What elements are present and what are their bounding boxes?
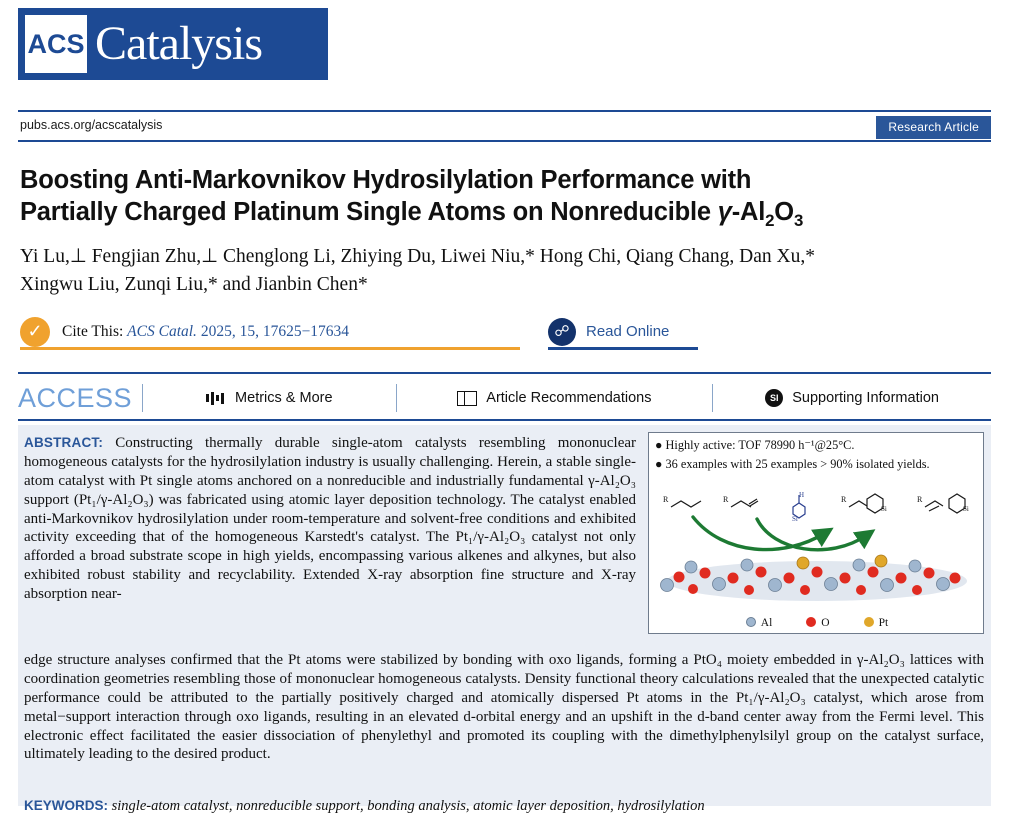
- title-line-2-c: O: [774, 197, 794, 226]
- toc-bullet-2: ● 36 examples with 25 examples > 90% isolated yields.: [655, 456, 930, 471]
- legend-dot-pt: [864, 617, 874, 627]
- legend-label-al: Al: [760, 617, 773, 629]
- article-recommendations-button[interactable]: [457, 390, 651, 406]
- page-title: [20, 165, 988, 231]
- author-line-1: Yi Lu,⊥ Fengjian Zhu,⊥ Chenglong Li, Zhiying Du, Liwei Niu,* Hong Chi, Qiang Chang, Dan Xu,*: [20, 246, 815, 267]
- author-line-2: Xingwu Liu, Zunqi Liu,* and Jianbin Chen*: [20, 274, 368, 296]
- legend-dot-o: [806, 617, 816, 627]
- svg-text:R: R: [663, 495, 669, 504]
- abstract-column-text: [24, 434, 636, 604]
- cite-journal-abbrev: ACS Catal.: [127, 322, 197, 340]
- header-rule-top: [18, 110, 991, 112]
- journal-url[interactable]: pubs.acs.org/acscatalysis: [20, 118, 163, 132]
- read-online-button[interactable]: [548, 316, 698, 350]
- toc-graphic: [648, 432, 984, 634]
- cite-row: [20, 316, 988, 356]
- abstract-full-width-text: edge structure analyses confirmed that the Pt atoms were stabilized by bonding with oxo ligands, forming a PtO₄ moiety embedded in γ-Al₂O₃ lattices with coordination geometries resembling those of mononuclear homogeneous catalysts. Density functional theory calculations revealed that the unexpected catalytic performance could be attributed to the partially positively charged and atomically dispersed Pt atoms in the Pt₁/γ-Al₂O₃ catalyst, which arose from metal−support interaction through oxo ligands, resulting in an elevated d-orbital energy and an upshift in the d-band center away from the Fermi level. This electronic effect facilitated the easier dissociation of phenylethyl and promoted its coupling with the dimethylphenylsilyl group on the catalyst surface, ultimately leading to the desired product.: [24, 652, 984, 763]
- keywords-row: [24, 798, 984, 815]
- metrics-and-more-button[interactable]: [206, 390, 333, 406]
- cite-text: [62, 323, 349, 341]
- read-online-icon: ☍: [548, 318, 576, 346]
- toc-legend: [649, 617, 984, 629]
- title-line-2-b: -Al: [731, 197, 766, 226]
- toc-bullet-2-text: 36 examples with 25 examples > 90% isolated yields.: [665, 456, 930, 471]
- title-gamma: γ: [717, 197, 732, 226]
- title-line-1: Boosting Anti-Markovnikov Hydrosilylation Performance with: [20, 166, 752, 194]
- legend-label-o: O: [821, 617, 830, 629]
- journal-masthead: [18, 8, 328, 80]
- access-rule-top: [18, 372, 991, 374]
- supporting-information-button[interactable]: [765, 389, 939, 407]
- abstract-heading: ABSTRACT:: [24, 435, 104, 450]
- acs-logo: [25, 15, 87, 73]
- cite-citation: 2025, 15, 17625−17634: [200, 322, 350, 340]
- legend-dot-al: [746, 617, 756, 627]
- supporting-information-label: Supporting Information: [792, 390, 939, 406]
- svg-text:R: R: [841, 495, 847, 504]
- toc-bullet-1: ● Highly active: TOF 78990 h⁻¹@25°C.: [655, 438, 855, 452]
- access-label[interactable]: ACCESS: [18, 382, 133, 413]
- legend-label-pt: Pt: [878, 617, 889, 629]
- checkmark-icon: ✓: [20, 317, 50, 347]
- acs-logo-text: ACS: [27, 28, 85, 59]
- svg-text:R: R: [917, 495, 923, 504]
- supporting-information-icon: SI: [765, 389, 783, 407]
- svg-text:H: H: [799, 491, 805, 499]
- header-rule-bottom: [18, 140, 991, 142]
- cite-label: Cite This:: [62, 322, 124, 340]
- toc-bullet-1-text: Highly active: TOF 78990 h⁻¹@25°C.: [665, 438, 855, 452]
- article-recommendations-label: Article Recommendations: [486, 390, 652, 406]
- toc-reaction-scheme: [653, 477, 981, 612]
- legend-item-o: [806, 617, 829, 629]
- read-online-label: Read Online: [586, 323, 670, 340]
- metrics-and-more-label: Metrics & More: [235, 390, 333, 406]
- bar-chart-icon: [206, 392, 226, 405]
- svg-text:Si: Si: [792, 515, 798, 523]
- legend-item-al: [746, 617, 773, 629]
- access-rule-bottom: [18, 419, 991, 421]
- article-type-badge: Research Article: [876, 116, 991, 139]
- journal-name-text: Catalysis: [95, 17, 262, 70]
- toc-bullets: [655, 437, 981, 474]
- keywords-list: single-atom catalyst, nonreducible support, bonding analysis, atomic layer deposition, hydrosilylation: [111, 798, 705, 814]
- author-list: [20, 243, 988, 300]
- title-sub-1: 2: [765, 210, 775, 230]
- svg-text:Si: Si: [963, 505, 969, 513]
- svg-text:Si: Si: [881, 505, 887, 513]
- access-bar: [18, 378, 991, 418]
- abstract-body-column: Constructing thermally durable single-atom catalysts resembling mononuclear homogeneous catalysts for the hydrosilylation industry is usually challenging. Herein, a stable single-atom catalyst with Pt single atoms anchored on a nonreducible and industrially fundamental γ-Al₂O₃ support (Pt₁/γ-Al₂O₃) was fabricated using atomic layer deposition technology. The catalyst enabled anti-Markovnikov hydrosilylation under room-temperature and solvent-free conditions and exhibited activity exceeding that of the homogeneous Karstedt's catalyst. The Pt₁/γ-Al₂O₃ catalyst not only afforded a broad substrate scope in high yields, encompassing various alkenes and alkynes, but also exhibited robust stability and recyclability. Extended X-ray absorption fine structure and X-ray absorption near-: [24, 435, 636, 603]
- legend-item-pt: [864, 617, 889, 629]
- keywords-heading: KEYWORDS:: [24, 798, 108, 813]
- title-sub-2: 3: [793, 210, 804, 230]
- cite-this-box[interactable]: [20, 316, 520, 350]
- article-recommendations-icon: [457, 391, 477, 406]
- journal-name: [87, 11, 325, 77]
- title-line-2-a: Partially Charged Platinum Single Atoms on Nonreducible: [20, 197, 718, 226]
- svg-text:R: R: [723, 495, 729, 504]
